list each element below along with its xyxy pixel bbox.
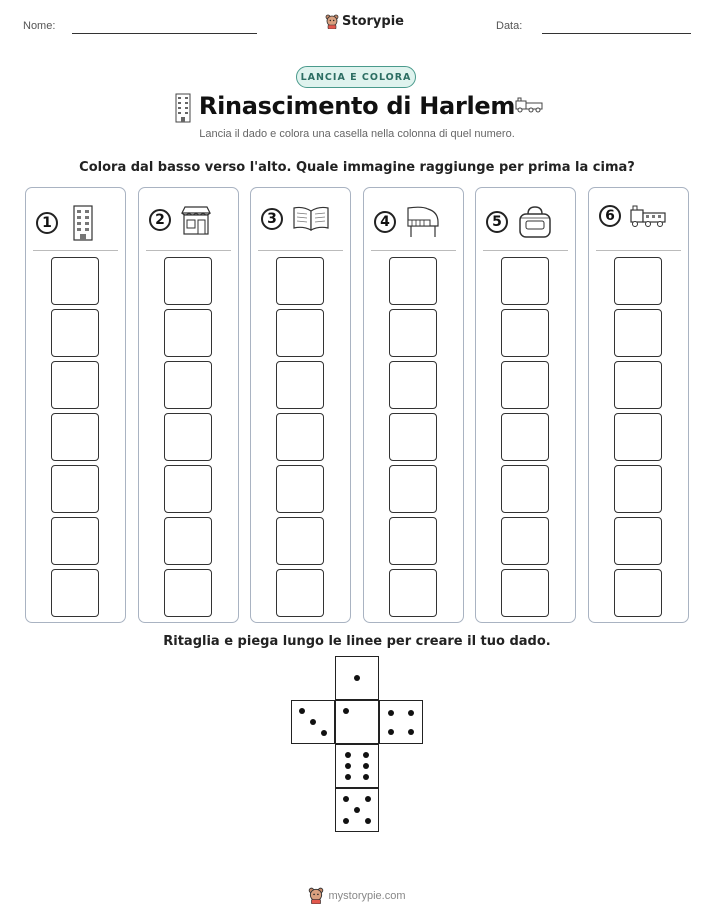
column-2 [138,187,239,623]
bear-mascot-icon [308,887,324,904]
color-box[interactable] [164,465,212,513]
open-book-icon [291,204,331,234]
column-number: 3 [261,208,283,230]
color-box[interactable] [389,309,437,357]
column-number: 1 [36,212,58,234]
train-icon [515,97,543,113]
color-box[interactable] [614,257,662,305]
die-face-6 [335,744,379,788]
color-box[interactable] [501,361,549,409]
cut-instruction: Ritaglia e piega lungo le linee per creare il tuo dado. [163,634,551,649]
color-box[interactable] [501,517,549,565]
color-box[interactable] [276,257,324,305]
die-face-5 [335,788,379,832]
brand-name: Storypie [342,14,404,29]
color-box[interactable] [164,517,212,565]
color-box[interactable] [614,465,662,513]
color-box[interactable] [276,569,324,617]
color-box[interactable] [389,569,437,617]
color-box[interactable] [51,517,99,565]
color-box[interactable] [164,413,212,461]
page-title: Rinascimento di Harlem [198,92,516,120]
color-box[interactable] [501,465,549,513]
date-label: Data: [496,20,523,32]
column-4 [363,187,464,623]
color-box[interactable] [276,413,324,461]
color-box[interactable] [51,309,99,357]
color-box[interactable] [614,517,662,565]
color-box[interactable] [614,569,662,617]
color-box[interactable] [614,309,662,357]
die-face-4 [379,700,423,744]
column-number: 4 [374,211,396,233]
color-box[interactable] [614,361,662,409]
color-box[interactable] [501,569,549,617]
color-box[interactable] [389,465,437,513]
grand-piano-icon [404,204,442,240]
name-line [72,33,257,34]
color-box[interactable] [389,517,437,565]
color-box[interactable] [614,413,662,461]
die-face-1 [335,656,379,700]
coloring-instruction: Colora dal basso verso l'alto. Quale immagine raggiunge per prima la cima? [79,160,635,175]
color-box[interactable] [51,413,99,461]
die-face-1b [335,700,379,744]
storefront-icon [179,204,213,236]
color-box[interactable] [51,361,99,409]
column-5 [475,187,576,623]
color-box[interactable] [51,465,99,513]
bear-mascot-icon [325,14,339,29]
column-6 [588,187,689,623]
color-box[interactable] [276,517,324,565]
bag-icon [516,204,554,240]
color-box[interactable] [164,309,212,357]
column-1 [25,187,126,623]
color-box[interactable] [276,361,324,409]
color-box[interactable] [389,361,437,409]
color-box[interactable] [51,257,99,305]
subtitle: Lancia il dado e colora una casella nella colonna di quel numero. [199,128,515,140]
color-box[interactable] [164,569,212,617]
color-box[interactable] [389,413,437,461]
column-3 [250,187,351,623]
brand-logo [325,14,404,29]
color-box[interactable] [51,569,99,617]
die-face-3 [291,700,335,744]
name-label: Nome: [23,20,56,32]
date-line [542,33,691,34]
color-box[interactable] [501,309,549,357]
color-box[interactable] [276,465,324,513]
activity-badge: LANCIA E COLORA [296,66,416,88]
color-box[interactable] [501,413,549,461]
train-icon [629,204,667,228]
column-number: 6 [599,205,621,227]
color-box[interactable] [501,257,549,305]
column-number: 2 [149,209,171,231]
apartment-building-icon [66,204,96,242]
color-box[interactable] [276,309,324,357]
footer-url: mystorypie.com [328,889,406,902]
color-box[interactable] [389,257,437,305]
column-number: 5 [486,211,508,233]
color-box[interactable] [164,361,212,409]
footer [0,887,714,904]
color-box[interactable] [164,257,212,305]
